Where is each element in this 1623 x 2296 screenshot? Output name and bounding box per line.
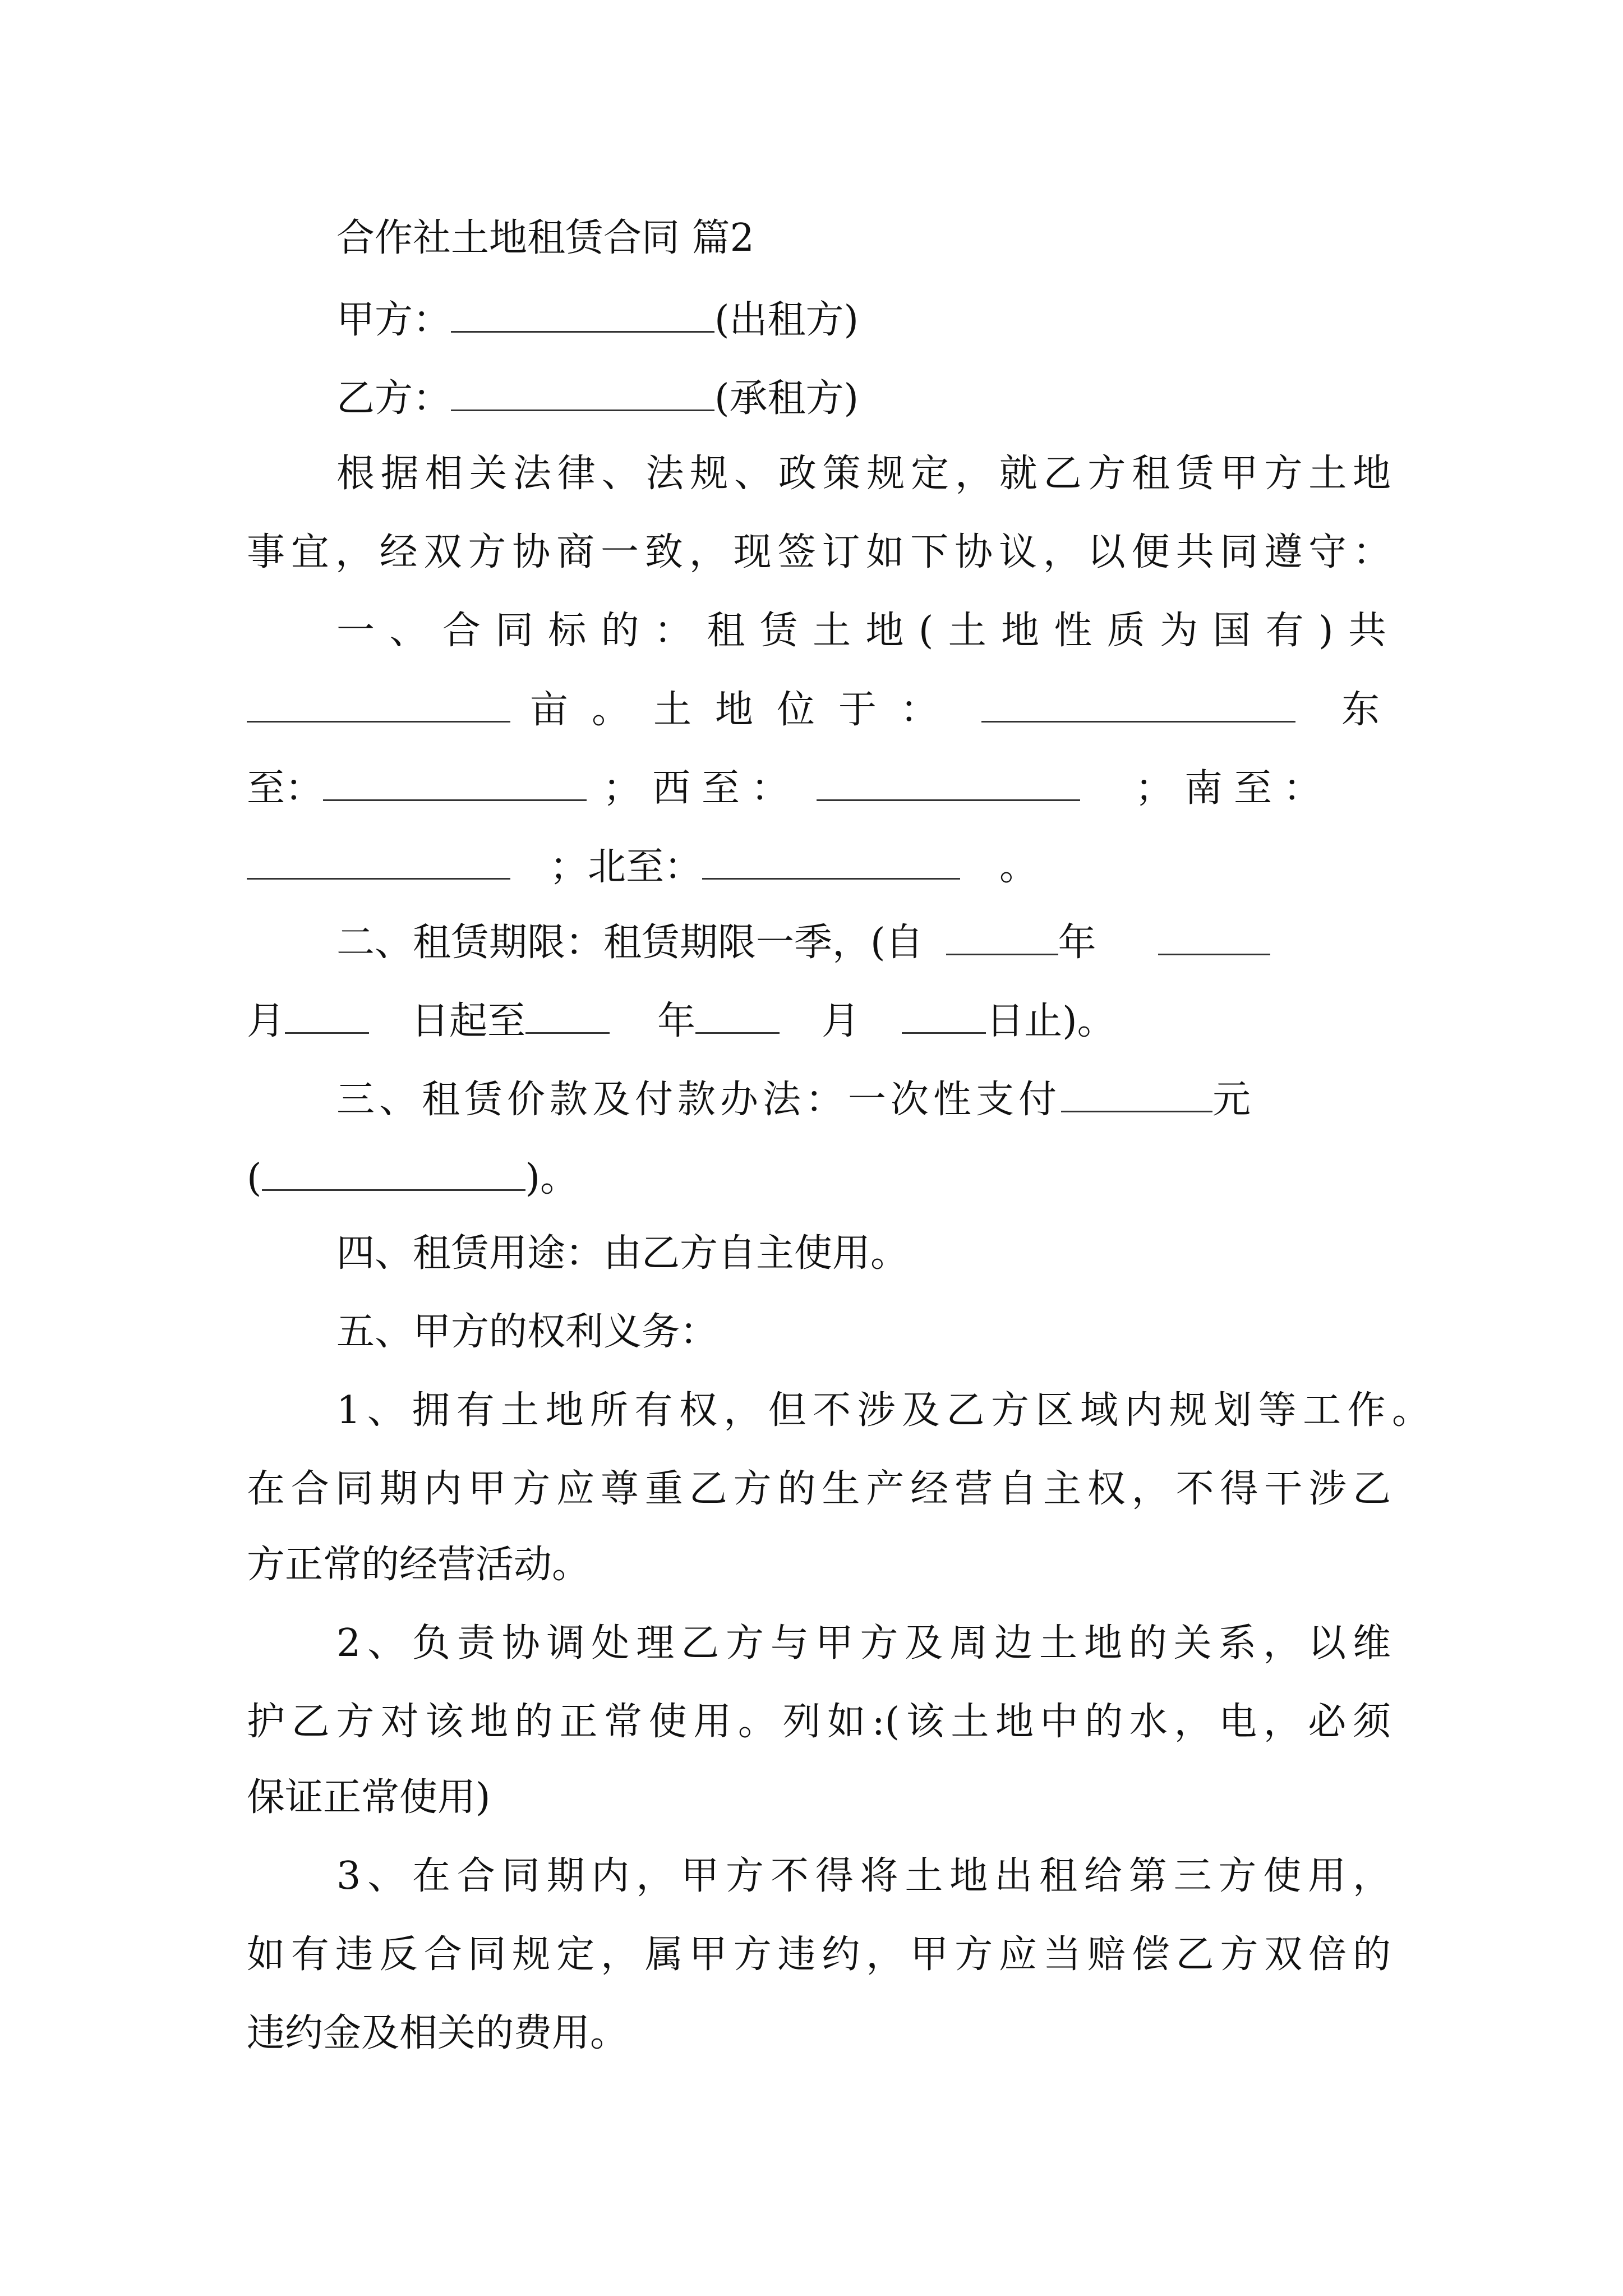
clause3-line-1: 三、租赁价款及付款办法：一次性支付 元 (336, 1078, 1251, 1122)
payment-amount-blank (1061, 1077, 1212, 1112)
clause5-item3-line-2: 如有违反合同规定，属甲方违约，甲方应当赔偿乙方双倍的 (247, 1932, 1391, 1977)
clause5-item2-line-3: 保证正常使用) (247, 1775, 491, 1820)
clause1-line-4: ；北至： 。 (247, 844, 1391, 890)
end-day-blank (902, 999, 986, 1034)
clause1-line-2: 亩。土地位于： 东 (247, 687, 1391, 733)
clause3-line-2: ( )。 (247, 1156, 579, 1200)
location-blank (981, 687, 1295, 723)
party-b-line: 乙方： (承租方) (336, 376, 859, 421)
clause4: 四、租赁用途：由乙方自主使用。 (336, 1231, 909, 1276)
west-blank (817, 766, 1080, 801)
area-blank (247, 687, 510, 723)
clause5-item1-line-3: 方正常的经营活动。 (247, 1543, 591, 1587)
start-day-blank (285, 999, 369, 1034)
end-month-blank (695, 999, 780, 1034)
party-a-line: 甲方： (出租方) (336, 298, 859, 342)
preamble-line-1: 根据相关法律、法规、政策规定，就乙方租赁甲方土地 (336, 452, 1391, 496)
clause5-item1-line-1: 1、拥有土地所有权，但不涉及乙方区域内规划等工作。 (336, 1388, 1430, 1433)
clause1-line-1: 一、合同标的：租赁土地(土地性质为国有)共 (336, 609, 1391, 653)
clause5-heading: 五、甲方的权利义务： (336, 1310, 718, 1354)
end-year-blank (525, 999, 610, 1034)
start-month-blank (1158, 920, 1270, 955)
east-blank (323, 766, 587, 801)
document-title: 合作社土地租赁合同 篇2 (336, 216, 754, 260)
party-b-blank (451, 376, 714, 411)
clause2-line-2: 月 日起至 年 月 日止)。 (247, 999, 1115, 1043)
party-a-blank (451, 297, 714, 333)
clause5-item1-line-2: 在合同期内甲方应尊重乙方的生产经营自主权，不得干涉乙 (247, 1467, 1391, 1511)
north-blank (702, 844, 960, 880)
south-blank (247, 844, 510, 880)
preamble-line-2: 事宜，经双方协商一致，现签订如下协议，以便共同遵守： (247, 530, 1391, 574)
payment-words-blank (262, 1156, 525, 1191)
clause5-item2-line-1: 2、负责协调处理乙方与甲方及周边土地的关系，以维 (336, 1621, 1391, 1665)
clause2-line-1: 二、租赁期限：租赁期限一季，(自 年 (336, 920, 1391, 965)
start-year-blank (946, 920, 1058, 955)
clause5-item2-line-2: 护乙方对该地的正常使用。列如:(该土地中的水，电，必须 (247, 1700, 1391, 1744)
clause5-item3-line-1: 3、在合同期内，甲方不得将土地出租给第三方使用， (336, 1854, 1391, 1898)
clause5-item3-line-3: 违约金及相关的费用。 (247, 2011, 629, 2055)
clause1-line-3: 至： ；西至： ；南至： (247, 766, 1333, 811)
